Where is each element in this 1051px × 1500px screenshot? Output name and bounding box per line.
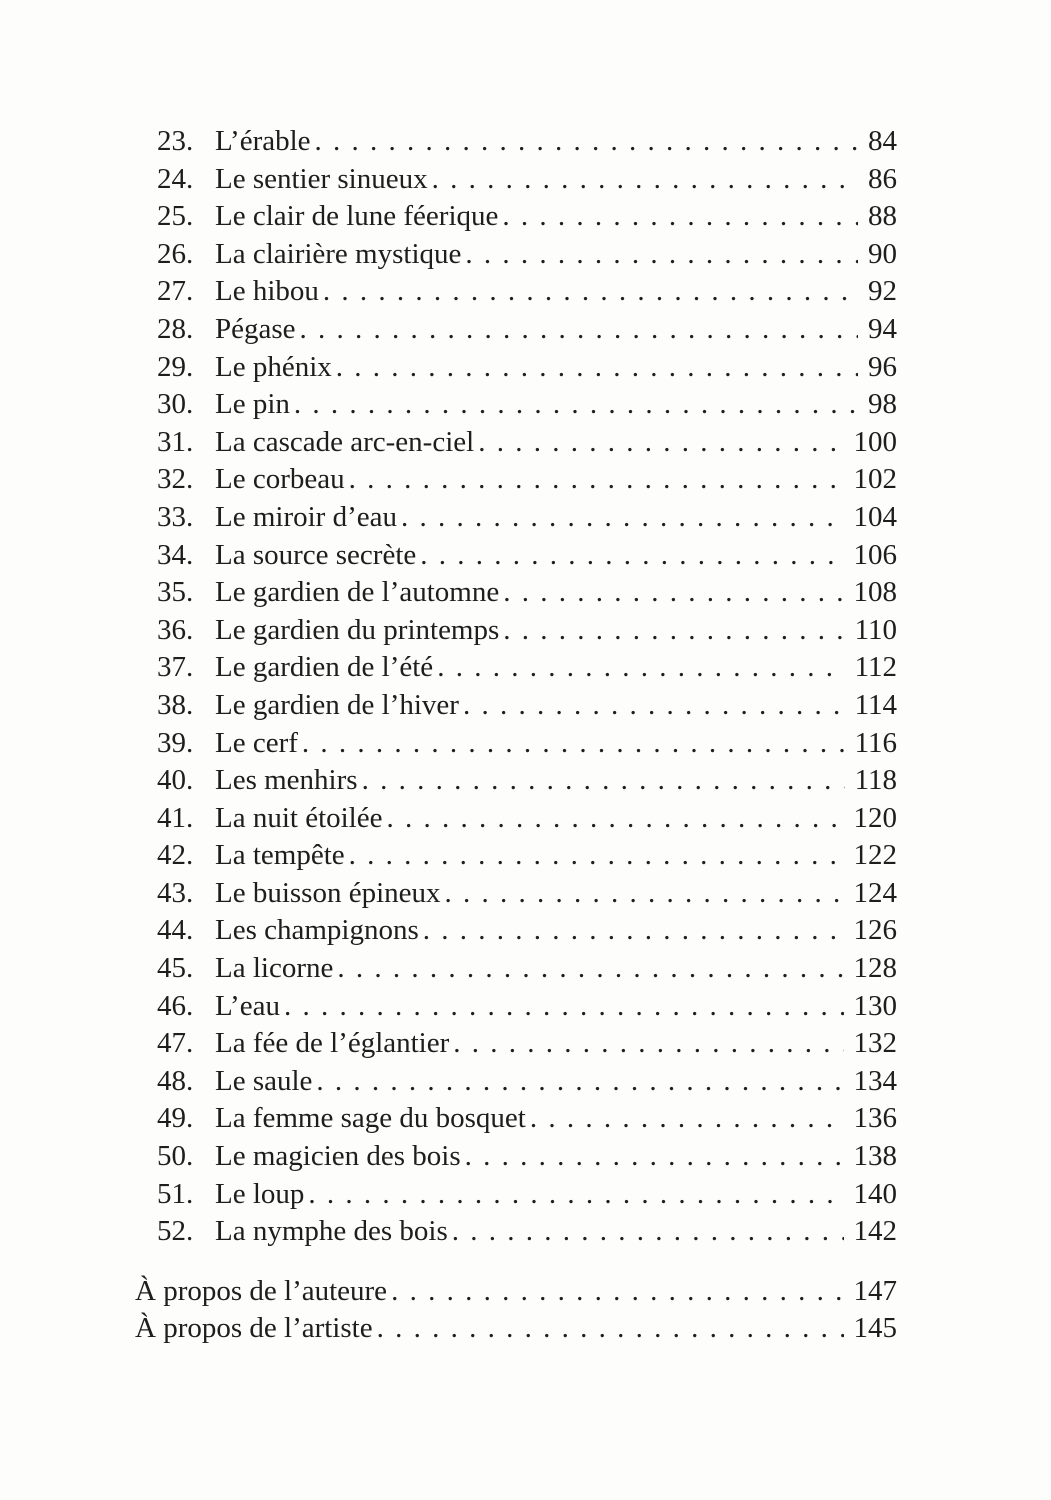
toc-entry-title: Le gardien de l’été xyxy=(215,651,434,684)
toc-entry-page: 118 xyxy=(854,764,897,797)
toc-entry-title: La source secrète xyxy=(215,538,417,571)
toc-entry-page: 136 xyxy=(853,1102,897,1135)
dot-leader xyxy=(459,687,845,725)
toc-entry-number: 42. xyxy=(157,839,194,872)
toc-entry-title: La femme sage du bosquet xyxy=(215,1102,526,1135)
toc-entry xyxy=(135,912,897,950)
toc-entry-title: La cascade arc-en-ciel xyxy=(215,425,475,458)
dot-leader xyxy=(387,1273,843,1311)
toc-entry-title: Le gardien de l’automne xyxy=(215,576,500,609)
toc-entry-page: 88 xyxy=(868,200,897,233)
toc-entry-title: Le clair de lune féerique xyxy=(215,200,499,233)
dot-leader xyxy=(449,1025,843,1063)
toc-entry-page: 94 xyxy=(868,312,897,345)
toc-entry-number: 47. xyxy=(157,1027,194,1060)
toc-entry-title: Le buisson épineux xyxy=(215,876,441,909)
dot-leader xyxy=(461,236,858,274)
toc-entry-page: 134 xyxy=(853,1064,897,1097)
toc-entry-number: 29. xyxy=(157,350,194,383)
toc-entry xyxy=(135,537,897,575)
toc-entry-page: 126 xyxy=(853,914,897,947)
toc-entry-page: 100 xyxy=(853,425,897,458)
dot-leader xyxy=(397,499,844,537)
table-of-contents xyxy=(135,123,897,1348)
toc-entry-number: 39. xyxy=(157,726,194,759)
toc-entry-number: 38. xyxy=(157,688,194,721)
toc-entry-number: 44. xyxy=(157,914,194,947)
toc-entry-number: 37. xyxy=(157,651,194,684)
dot-leader xyxy=(419,912,844,950)
toc-entry-number: 43. xyxy=(157,876,194,909)
toc-entry-page: 84 xyxy=(868,125,897,157)
toc-entry-title: Le loup xyxy=(215,1177,305,1210)
about-entry-title: À propos de l’artiste xyxy=(135,1312,373,1345)
toc-entry-page: 108 xyxy=(853,576,897,609)
toc-entry-title: La nymphe des bois xyxy=(215,1215,448,1248)
toc-entry-number: 49. xyxy=(157,1102,194,1135)
toc-entry-number: 41. xyxy=(157,801,194,834)
toc-entry-list xyxy=(135,123,897,1251)
toc-entry xyxy=(135,1138,897,1176)
toc-entry xyxy=(135,649,897,687)
toc-entry-number: 24. xyxy=(157,162,194,195)
toc-entry-title: L’eau xyxy=(215,989,280,1022)
toc-entry-page: 98 xyxy=(868,388,897,421)
toc-entry-number: 52. xyxy=(157,1215,194,1248)
toc-entry-page: 130 xyxy=(853,989,897,1022)
toc-entry xyxy=(135,349,897,387)
toc-entry-title: Les menhirs xyxy=(215,764,358,797)
dot-leader xyxy=(319,273,858,311)
dot-leader xyxy=(296,311,858,349)
dot-leader xyxy=(373,1310,844,1348)
dot-leader xyxy=(526,1100,844,1138)
toc-entry-number: 45. xyxy=(157,952,194,985)
toc-entry-page: 110 xyxy=(854,613,897,646)
dot-leader xyxy=(461,1138,844,1176)
toc-entry xyxy=(135,311,897,349)
toc-entry xyxy=(135,574,897,612)
toc-entry xyxy=(135,950,897,988)
toc-entry xyxy=(135,837,897,875)
toc-entry-title: Le corbeau xyxy=(215,463,345,496)
toc-entry-title: La nuit étoilée xyxy=(215,801,383,834)
toc-entry-number: 50. xyxy=(157,1140,194,1173)
toc-entry-page: 128 xyxy=(853,952,897,985)
toc-entry-page: 90 xyxy=(868,237,897,270)
toc-entry-number: 33. xyxy=(157,500,194,533)
about-entry-page: 147 xyxy=(853,1274,897,1307)
toc-entry xyxy=(135,1213,897,1251)
toc-entry xyxy=(135,687,897,725)
toc-entry-page: 120 xyxy=(853,801,897,834)
about-entry xyxy=(135,1273,897,1311)
toc-entry-title: L’érable xyxy=(215,125,311,157)
toc-entry-number: 28. xyxy=(157,312,194,345)
toc-entry xyxy=(135,461,897,499)
dot-leader xyxy=(416,537,843,575)
toc-entry xyxy=(135,386,897,424)
toc-entry-page: 104 xyxy=(853,500,897,533)
toc-entry xyxy=(135,499,897,537)
toc-entry-title: Le miroir d’eau xyxy=(215,500,397,533)
toc-entry xyxy=(135,273,897,311)
about-entry-page: 145 xyxy=(853,1312,897,1345)
toc-entry-page: 106 xyxy=(853,538,897,571)
toc-entry-title: Le magicien des bois xyxy=(215,1140,461,1173)
toc-entry-title: La licorne xyxy=(215,952,334,985)
toc-entry-title: Le saule xyxy=(215,1064,313,1097)
toc-entry-number: 40. xyxy=(157,764,194,797)
dot-leader xyxy=(280,988,844,1026)
toc-entry-page: 138 xyxy=(853,1140,897,1173)
toc-entry xyxy=(135,123,897,161)
toc-entry-page: 112 xyxy=(854,651,897,684)
toc-entry-page: 114 xyxy=(854,688,897,721)
toc-entry-number: 27. xyxy=(157,275,194,308)
toc-entry xyxy=(135,988,897,1026)
toc-entry-page: 140 xyxy=(853,1177,897,1210)
toc-entry xyxy=(135,1100,897,1138)
toc-entry-number: 36. xyxy=(157,613,194,646)
toc-entry-title: Le phénix xyxy=(215,350,332,383)
toc-entry-number: 25. xyxy=(157,200,194,233)
dot-leader xyxy=(499,612,844,650)
dot-leader xyxy=(304,1176,843,1214)
toc-entry-title: Le pin xyxy=(215,388,290,421)
toc-entry-number: 48. xyxy=(157,1064,194,1097)
dot-leader xyxy=(333,950,843,988)
toc-entry-title: Le gardien de l’hiver xyxy=(215,688,459,721)
toc-entry-page: 142 xyxy=(853,1215,897,1248)
toc-entry xyxy=(135,424,897,462)
toc-entry-title: La tempête xyxy=(215,839,345,872)
toc-entry xyxy=(135,1063,897,1101)
toc-entry-number: 32. xyxy=(157,463,194,496)
toc-entry-page: 96 xyxy=(868,350,897,383)
toc-entry-title: Le hibou xyxy=(215,275,319,308)
dot-leader xyxy=(498,198,858,236)
about-entry-title: À propos de l’auteure xyxy=(135,1274,388,1307)
toc-entry xyxy=(135,725,897,763)
toc-entry-title: Pégase xyxy=(215,312,296,345)
toc-entry-page: 122 xyxy=(853,839,897,872)
dot-leader xyxy=(332,349,858,387)
toc-entry xyxy=(135,875,897,913)
toc-entry-number: 34. xyxy=(157,538,194,571)
about-entry xyxy=(135,1310,897,1348)
dot-leader xyxy=(499,574,843,612)
toc-entry-page: 86 xyxy=(868,162,897,195)
dot-leader xyxy=(441,875,844,913)
dot-leader xyxy=(345,837,844,875)
dot-leader xyxy=(428,161,858,199)
toc-entry-title: Le gardien du printemps xyxy=(215,613,500,646)
toc-entry-title: La fée de l’églantier xyxy=(215,1027,450,1060)
toc-entry-page: 102 xyxy=(853,463,897,496)
toc-entry-number: 51. xyxy=(157,1177,194,1210)
toc-entry xyxy=(135,198,897,236)
toc-entry xyxy=(135,161,897,199)
toc-entry xyxy=(135,236,897,274)
toc-entry-page: 116 xyxy=(854,726,897,759)
dot-leader xyxy=(383,800,844,838)
dot-leader xyxy=(290,386,858,424)
dot-leader xyxy=(311,123,858,161)
toc-entry-title: La clairière mystique xyxy=(215,237,462,270)
toc-entry-page: 124 xyxy=(853,876,897,909)
dot-leader xyxy=(312,1063,843,1101)
toc-entry-number: 26. xyxy=(157,237,194,270)
toc-entry-number: 30. xyxy=(157,388,194,421)
toc-entry xyxy=(135,800,897,838)
dot-leader xyxy=(474,424,843,462)
dot-leader xyxy=(358,762,845,800)
toc-entry-title: Le sentier sinueux xyxy=(215,162,428,195)
toc-entry-title: Le cerf xyxy=(215,726,298,759)
toc-entry-page: 132 xyxy=(853,1027,897,1060)
toc-entry-page: 92 xyxy=(868,275,897,308)
dot-leader xyxy=(345,461,844,499)
dot-leader xyxy=(433,649,844,687)
toc-entry-number: 31. xyxy=(157,425,194,458)
toc-entry xyxy=(135,1176,897,1214)
toc-entry-number: 23. xyxy=(157,125,194,157)
about-section-list xyxy=(135,1273,897,1348)
toc-entry-title: Les champignons xyxy=(215,914,419,947)
toc-entry xyxy=(135,762,897,800)
toc-entry xyxy=(135,612,897,650)
toc-entry-number: 46. xyxy=(157,989,194,1022)
dot-leader xyxy=(298,725,845,763)
toc-entry-number: 35. xyxy=(157,576,194,609)
dot-leader xyxy=(448,1213,844,1251)
toc-entry xyxy=(135,1025,897,1063)
